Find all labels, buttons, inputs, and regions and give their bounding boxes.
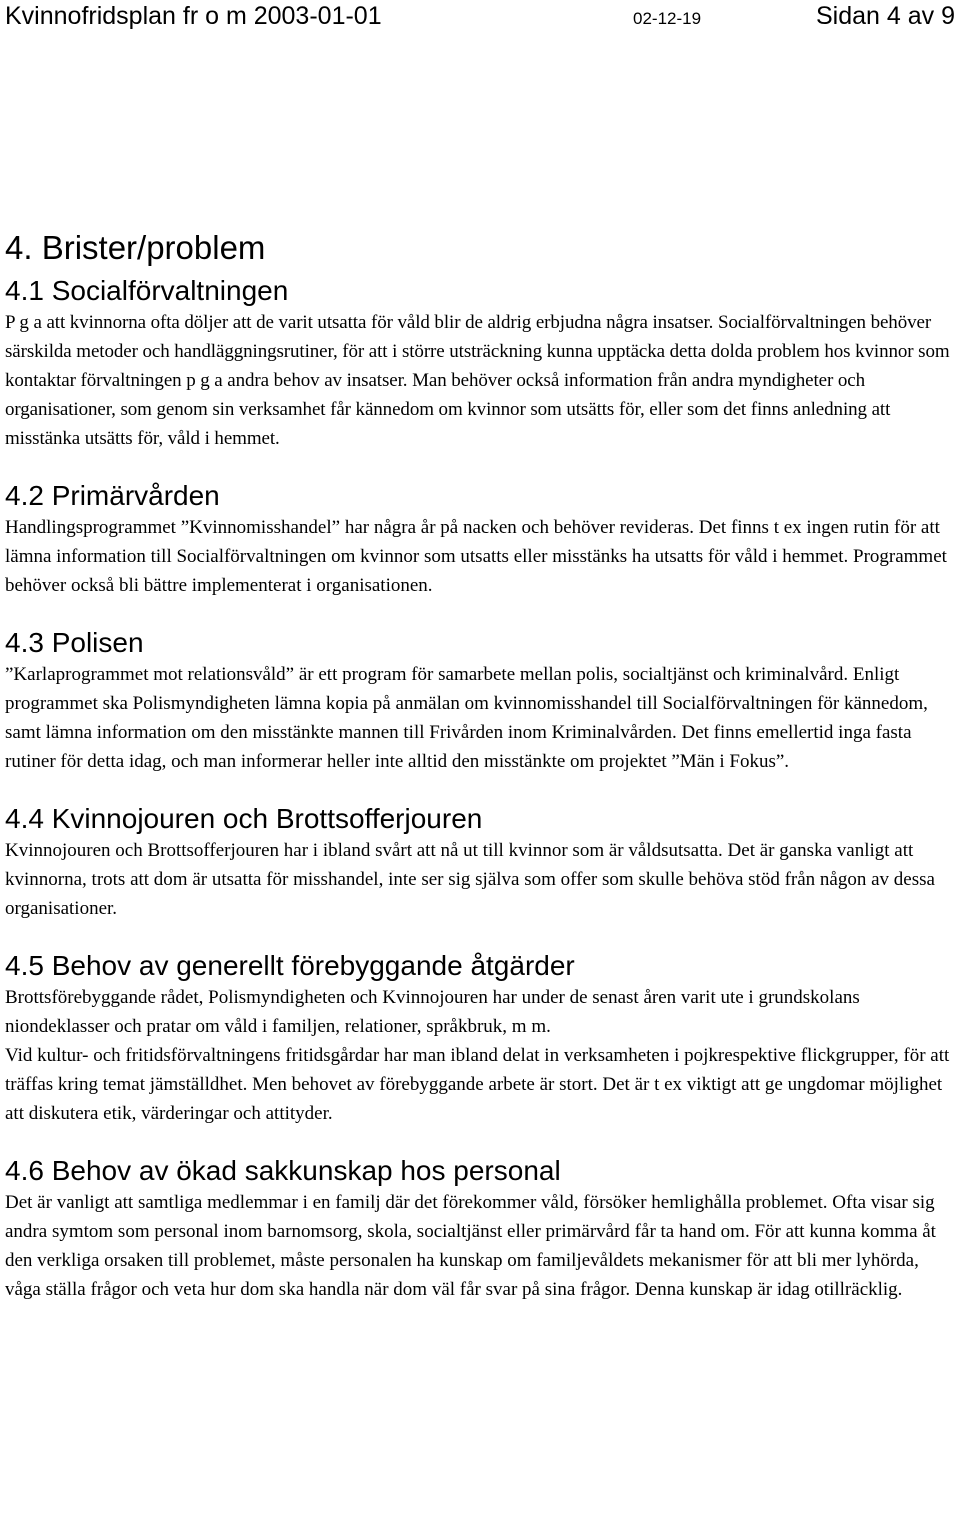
section-forebyggande xyxy=(5,949,955,1128)
section-heading: 4.2 Primärvården xyxy=(5,480,220,511)
page-header xyxy=(5,0,955,40)
section-paragraph: Brottsförebyggande rådet, Polismyndigheten och Kvinnojouren har under de senast åren varit ute i grundskolans niondeklasser och pratar om våld i familjen, relationer, språkbruk, m m. xyxy=(5,987,860,1037)
section-heading: 4.1 Socialförvaltningen xyxy=(5,275,289,306)
section-paragraph: Vid kultur- och fritidsförvaltningens fritidsgårdar har man ibland delat in verksamheten i pojkrespektive flickgrupper, för att träffas kring temat jämställdhet. Men behovet av förebyggande arbete är stort. Det är t ex viktigt att ge ungdomar möjlighet att diskutera etik, värderingar och attityder. xyxy=(5,1045,950,1124)
section-heading: 4.4 Kvinnojouren och Brottsofferjouren xyxy=(5,803,483,834)
section-paragraph: Det är vanligt att samtliga medlemmar i en familj där det förekommer våld, försöker hemlighålla problemet. Ofta visar sig andra symtom som personal inom barnomsorg, skola, socialtjänst eller primärvård får ta hand om. För att kunna komma åt den verkliga orsaken till problemet, måste personalen ha kunskap om familjevåldets mekanismer för att bli mer lyhörda, våga ställa frågor och veta hur dom ska handla när dom väl får svar på sina frågor. Denna kunskap är idag otillräcklig. xyxy=(5,1192,936,1300)
page-number: Sidan 4 av 9 xyxy=(816,2,955,30)
section-primarvarden xyxy=(5,479,955,600)
document-title: Kvinnofridsplan fr o m 2003-01-01 xyxy=(5,2,382,30)
section-sakkunskap xyxy=(5,1154,955,1304)
section-polisen xyxy=(5,626,955,776)
section-paragraph: Handlingsprogrammet ”Kvinnomisshandel” har några år på nacken och behöver revideras. Det finns t ex ingen rutin för att lämna information till Socialförvaltningen om kvinnor som utsatts eller misstänks ha utsatts för våld i hemmet. Programmet behöver också bli bättre implementerat i organisationen. xyxy=(5,517,947,596)
document-body xyxy=(5,226,955,1304)
section-heading: 4.3 Polisen xyxy=(5,627,144,658)
section-socialforvaltningen xyxy=(5,274,955,453)
section-paragraph: ”Karlaprogrammet mot relationsvåld” är ett program för samarbete mellan polis, socialtjänst och kriminalvård. Enligt programmet ska Polismyndigheten lämna kopia på anmälan om kvinnomisshandel till Socialförvaltningen för kännedom, samt lämna information om den misstänkte mannen till Frivården inom Kriminalvården. Det finns emellertid inga fasta rutiner för detta idag, och man informerar heller inte alltid den misstänkte om projektet ”Män i Fokus”. xyxy=(5,664,928,772)
section-paragraph: P g a att kvinnorna ofta döljer att de varit utsatta för våld blir de aldrig erbjudna några insatser. Socialförvaltningen behöver särskilda metoder och handläggningsrutiner, för att i större utsträckning kunna upptäcka detta dolda problem hos kvinnor som kontaktar förvaltningen p g a andra behov av insatser. Man behöver också information från andra myndigheter och organisationer, som genom sin verksamhet får kännedom om kvinnor som utsätts för, eller som det finns anledning att misstänka utsätts för, våld i hemmet. xyxy=(5,312,950,449)
document-date: 02-12-19 xyxy=(633,9,702,28)
section-kvinnojouren xyxy=(5,802,955,923)
chapter-heading: 4. Brister/problem xyxy=(5,229,266,266)
section-paragraph: Kvinnojouren och Brottsofferjouren har i ibland svårt att nå ut till kvinnor som är våldsutsatta. Det är ganska vanligt att kvinnorna, trots att dom är utsatta för misshandel, inte ser sig själva som offer som skulle behöva stöd från någon av dessa organisationer. xyxy=(5,840,935,919)
section-heading: 4.5 Behov av generellt förebyggande åtgärder xyxy=(5,950,575,981)
section-heading: 4.6 Behov av ökad sakkunskap hos personal xyxy=(5,1155,561,1186)
